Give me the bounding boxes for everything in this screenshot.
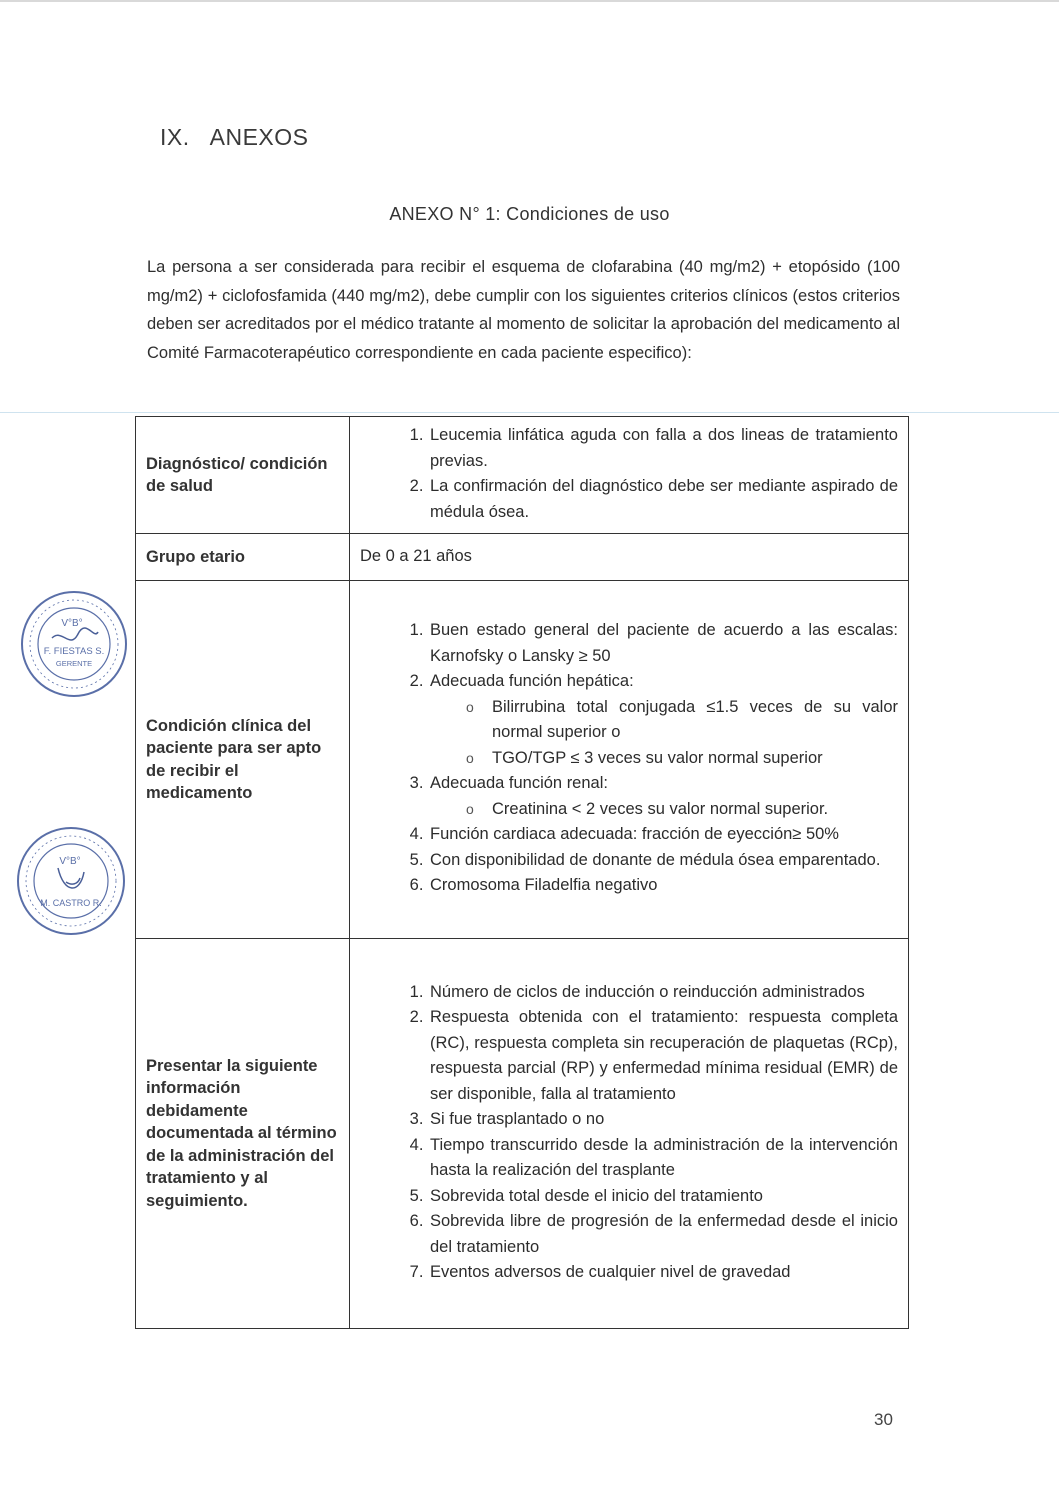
- age-range-text: De 0 a 21 años: [360, 546, 472, 565]
- list-item: 6. Cromosoma Filadelfia negativo: [428, 873, 898, 899]
- row-label: Condición clínica del paciente para ser apto de recibir el medicamento: [136, 581, 350, 939]
- list-item: 3. Si fue trasplantado o no: [428, 1107, 898, 1133]
- row-label: Grupo etario: [136, 534, 350, 581]
- criteria-table: [135, 416, 909, 1329]
- section-heading: [160, 124, 309, 151]
- list-item: 1. Leucemia linfática aguda con falla a dos lineas de tratamiento previas.: [428, 423, 898, 474]
- seal-vb: V°B°: [61, 618, 83, 629]
- seal-name: F. FIESTAS S.: [43, 646, 105, 657]
- sub-list-item: o Creatinina < 2 veces su valor normal superior.: [490, 797, 898, 823]
- signature-scribble: [58, 868, 84, 888]
- table-row: [136, 534, 909, 581]
- seal-role: GERENTE: [55, 659, 93, 668]
- row-content: [350, 417, 909, 534]
- list-item-text: Adecuada función renal:: [430, 774, 608, 793]
- intro-paragraph: La persona a ser considerada para recibir el esquema de clofarabina (40 mg/m2) + etopósido (100 mg/m2) + ciclofosfamida (440 mg/m2), debe cumplir con los siguientes criterios clínicos (estos criterios deben ser acreditados por el médico tratante al momento de solicitar la aprobación del medicamento al Comité Farmacoterapéutico correspondiente en cada paciente especifico):: [147, 258, 901, 362]
- list-item: 7. Eventos adversos de cualquier nivel de gravedad: [428, 1260, 898, 1286]
- list-item: 5. Con disponibilidad de donante de médula ósea emparentado.: [428, 848, 898, 874]
- list-item: [428, 669, 898, 771]
- list-item: 4. Función cardiaca adecuada: fracción de eyección≥ 50%: [428, 822, 898, 848]
- row-label: Diagnóstico/ condición de salud: [136, 417, 350, 534]
- list-item: 4. Tiempo transcurrido desde la administración de la intervención hasta la realización del trasplante: [428, 1133, 898, 1184]
- official-seal-stamp: [14, 824, 128, 938]
- row-content: [350, 581, 909, 939]
- criteria-list: [358, 980, 898, 1286]
- annex-title: ANEXO N° 1: Condiciones de uso: [389, 204, 670, 224]
- criteria-list: [358, 423, 898, 525]
- scan-artifact-line: [0, 412, 1059, 413]
- criteria-list: [358, 618, 898, 899]
- page-number: 30: [874, 1410, 893, 1429]
- sub-list: [430, 797, 898, 823]
- sub-list-item: o Bilirrubina total conjugada ≤1.5 veces de su valor normal superior o: [490, 695, 898, 746]
- list-item: 1. Buen estado general del paciente de acuerdo a las escalas: Karnofsky o Lansky ≥ 50: [428, 618, 898, 669]
- official-seal-stamp: [18, 588, 130, 700]
- list-item-text: Adecuada función hepática:: [430, 672, 634, 691]
- list-item: 1. Número de ciclos de inducción o reinducción administrados: [428, 980, 898, 1006]
- list-item: 5. Sobrevida total desde el inicio del tratamiento: [428, 1184, 898, 1210]
- list-item: [428, 771, 898, 822]
- table-row: [136, 581, 909, 939]
- seal-vb: V°B°: [59, 856, 81, 867]
- sub-list: [430, 695, 898, 772]
- row-content: [350, 534, 909, 581]
- sub-list-item: o TGO/TGP ≤ 3 veces su valor normal superior: [490, 746, 898, 772]
- list-item: 2. La confirmación del diagnóstico debe ser mediante aspirado de médula ósea.: [428, 474, 898, 525]
- row-content: [350, 939, 909, 1329]
- seal-name: M. CASTRO R.: [40, 898, 102, 908]
- signature-scribble: [52, 628, 98, 640]
- table-row: [136, 939, 909, 1329]
- row-label: Presentar la siguiente información debidamente documentada al término de la administración del tratamiento y al seguimiento.: [136, 939, 350, 1329]
- section-title: ANEXOS: [209, 124, 309, 150]
- scan-edge-top: [0, 0, 1059, 2]
- list-item: 2. Respuesta obtenida con el tratamiento: respuesta completa (RC), respuesta completa sin recuperación de plaquetas (RCp), respuesta parcial (RP) y enfermedad mínima residual (EMR) de ser disponible, falla al tratamiento: [428, 1005, 898, 1107]
- table-row: [136, 417, 909, 534]
- list-item: 6. Sobrevida libre de progresión de la enfermedad desde el inicio del tratamiento: [428, 1209, 898, 1260]
- section-number: IX.: [160, 124, 190, 150]
